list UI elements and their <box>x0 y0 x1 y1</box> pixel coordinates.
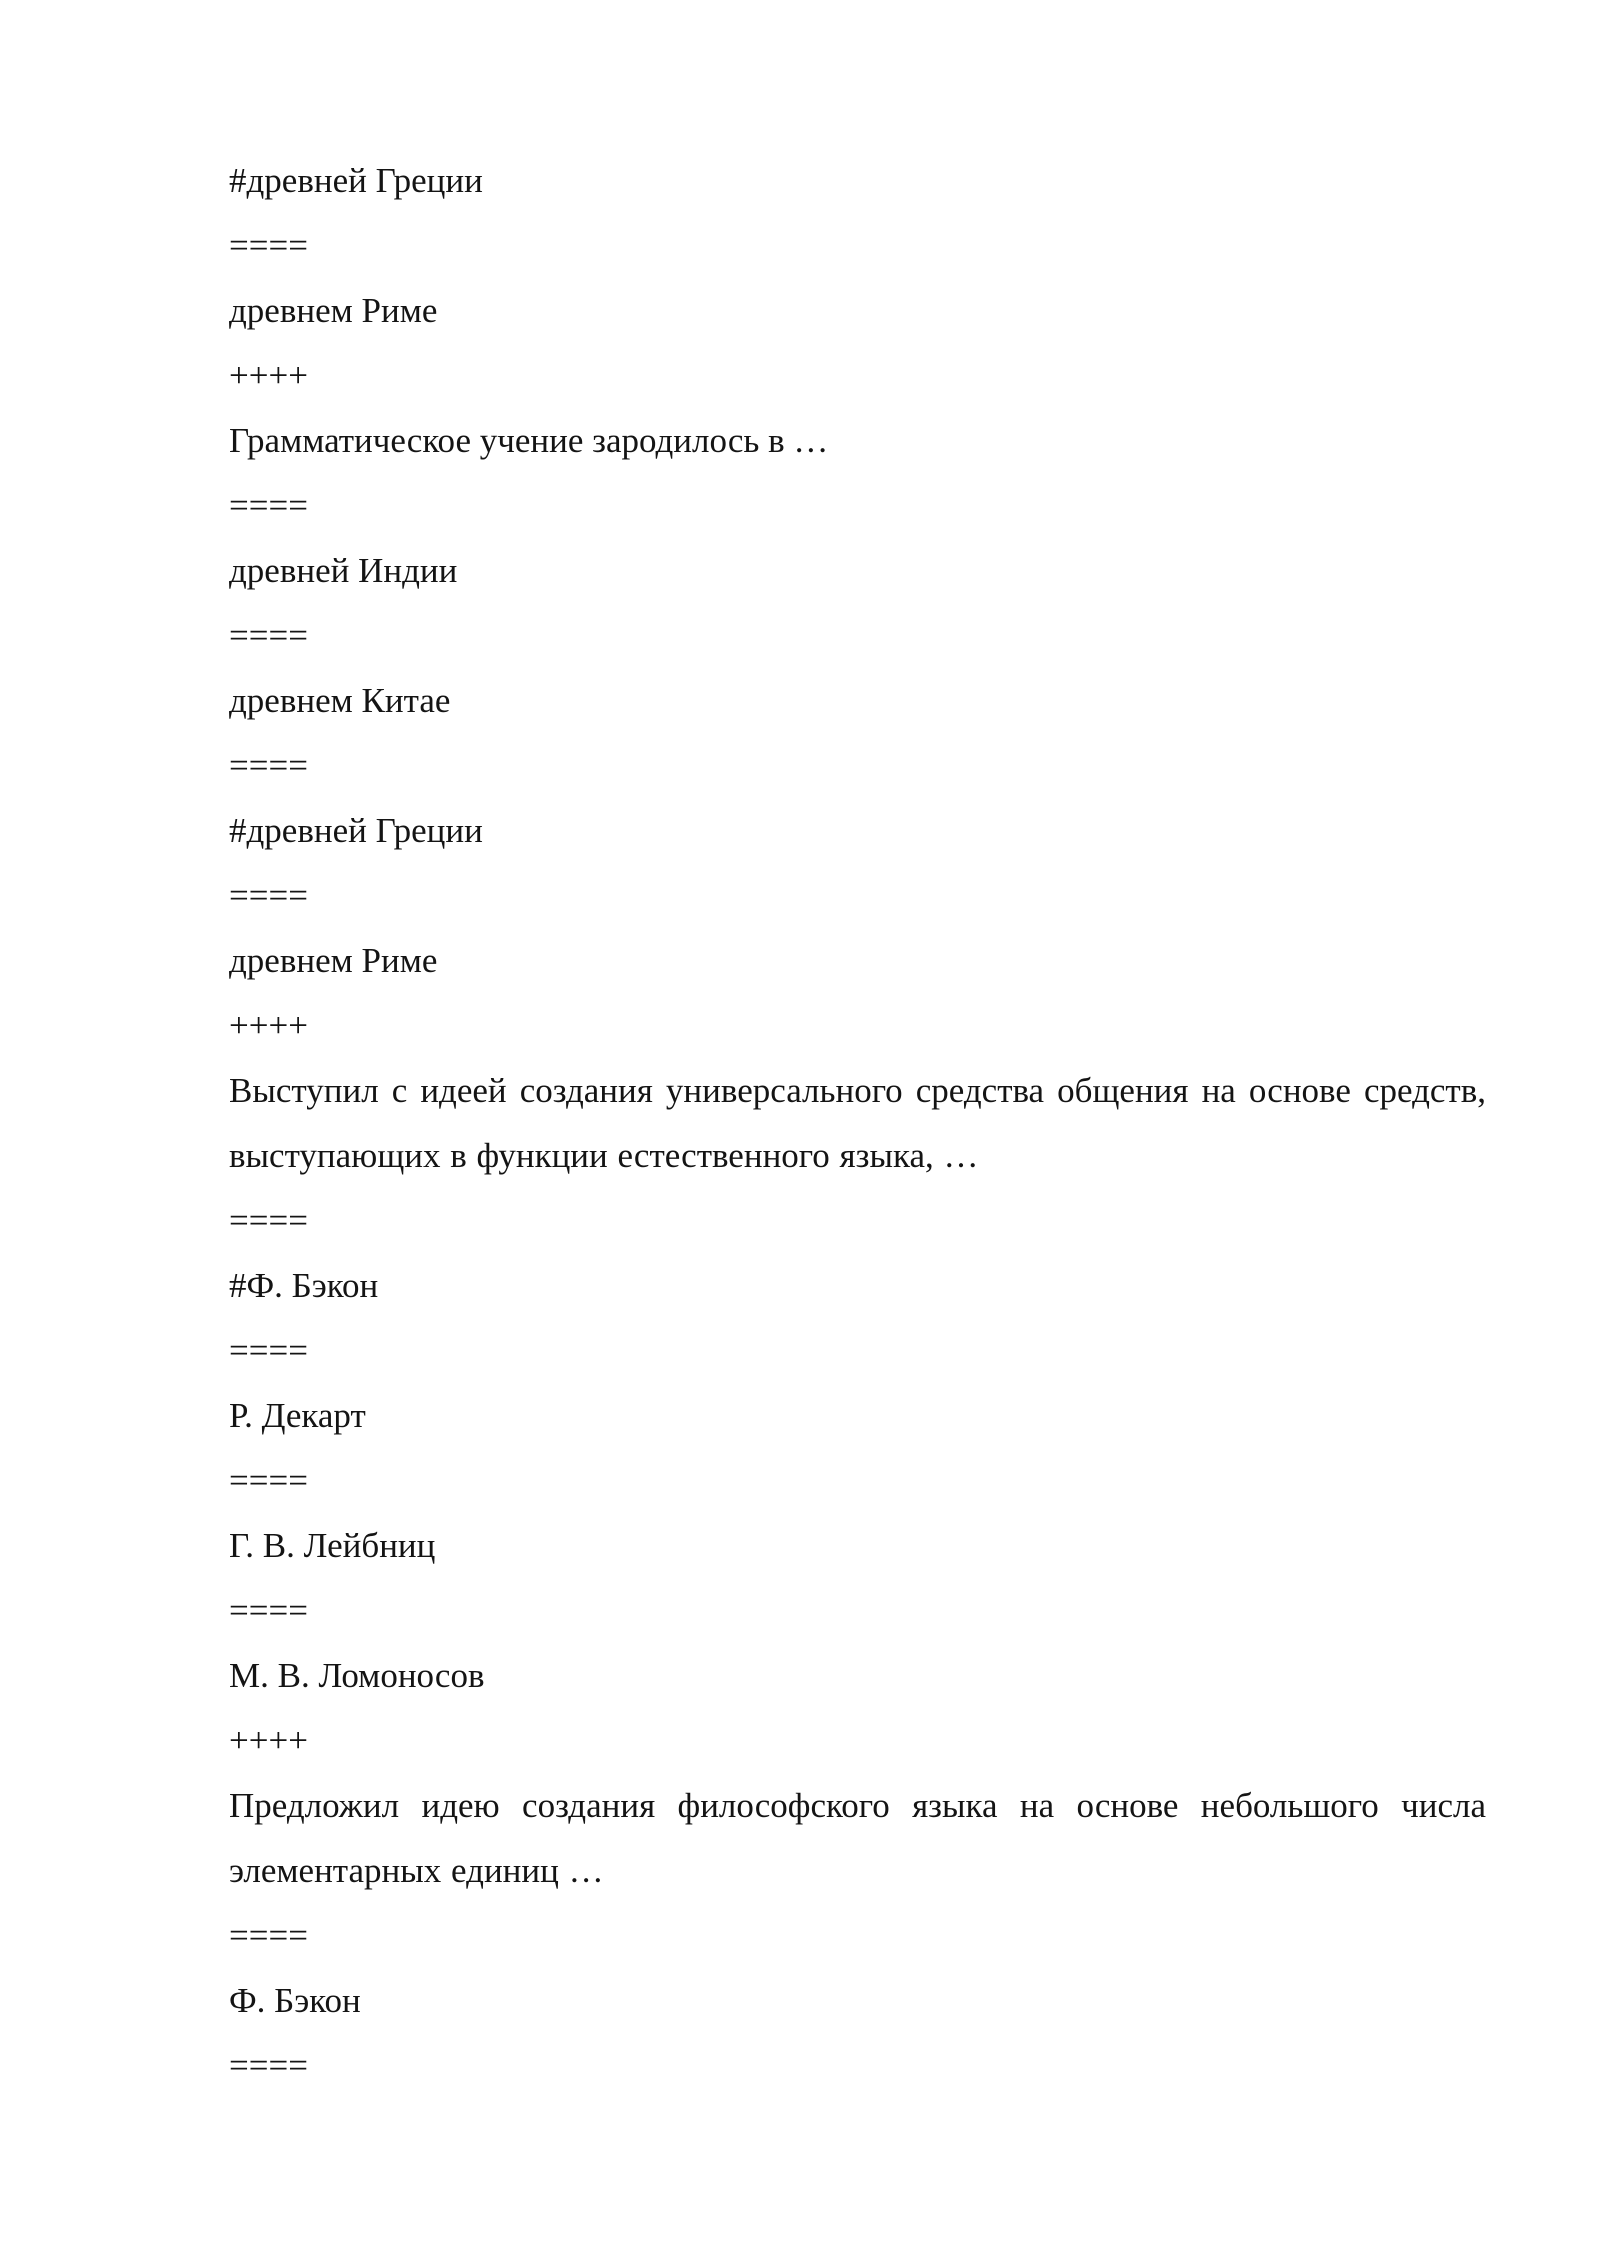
answer-option: М. В. Ломоносов <box>229 1656 485 1695</box>
answer-option: древнем Китае <box>229 681 451 720</box>
answer-option: #древней Греции <box>229 161 483 200</box>
separator-marker: ==== <box>229 746 308 785</box>
question-marker: ++++ <box>229 1006 308 1045</box>
answer-option: древнем Риме <box>229 291 438 330</box>
separator-marker: ==== <box>229 486 308 525</box>
separator-marker: ==== <box>229 1201 308 1240</box>
separator-marker: ==== <box>229 1331 308 1370</box>
separator-marker: ==== <box>229 1916 308 1955</box>
separator-marker: ==== <box>229 2046 308 2085</box>
separator-marker: ==== <box>229 1591 308 1630</box>
answer-option: Р. Декарт <box>229 1396 366 1435</box>
question-text: Выступил с идеей создания универсального средства общения на основе средств, выступающих в функции естественного языка, … <box>229 1071 1486 1175</box>
document-body <box>229 148 1486 2098</box>
answer-option: древнем Риме <box>229 941 438 980</box>
answer-option-correct: #древней Греции <box>229 811 483 850</box>
question-text: Предложил идею создания философского языка на основе небольшого числа элементарных единиц … <box>229 1786 1486 1890</box>
question-marker: ++++ <box>229 1721 308 1760</box>
answer-option-correct: #Ф. Бэкон <box>229 1266 379 1305</box>
question-text: Грамматическое учение зародилось в … <box>229 421 829 460</box>
answer-option: Г. В. Лейбниц <box>229 1526 436 1565</box>
separator-marker: ==== <box>229 616 308 655</box>
answer-option: Ф. Бэкон <box>229 1981 361 2020</box>
separator-marker: ==== <box>229 226 308 265</box>
question-marker: ++++ <box>229 356 308 395</box>
separator-marker: ==== <box>229 1461 308 1500</box>
separator-marker: ==== <box>229 876 308 915</box>
answer-option: древней Индии <box>229 551 458 590</box>
